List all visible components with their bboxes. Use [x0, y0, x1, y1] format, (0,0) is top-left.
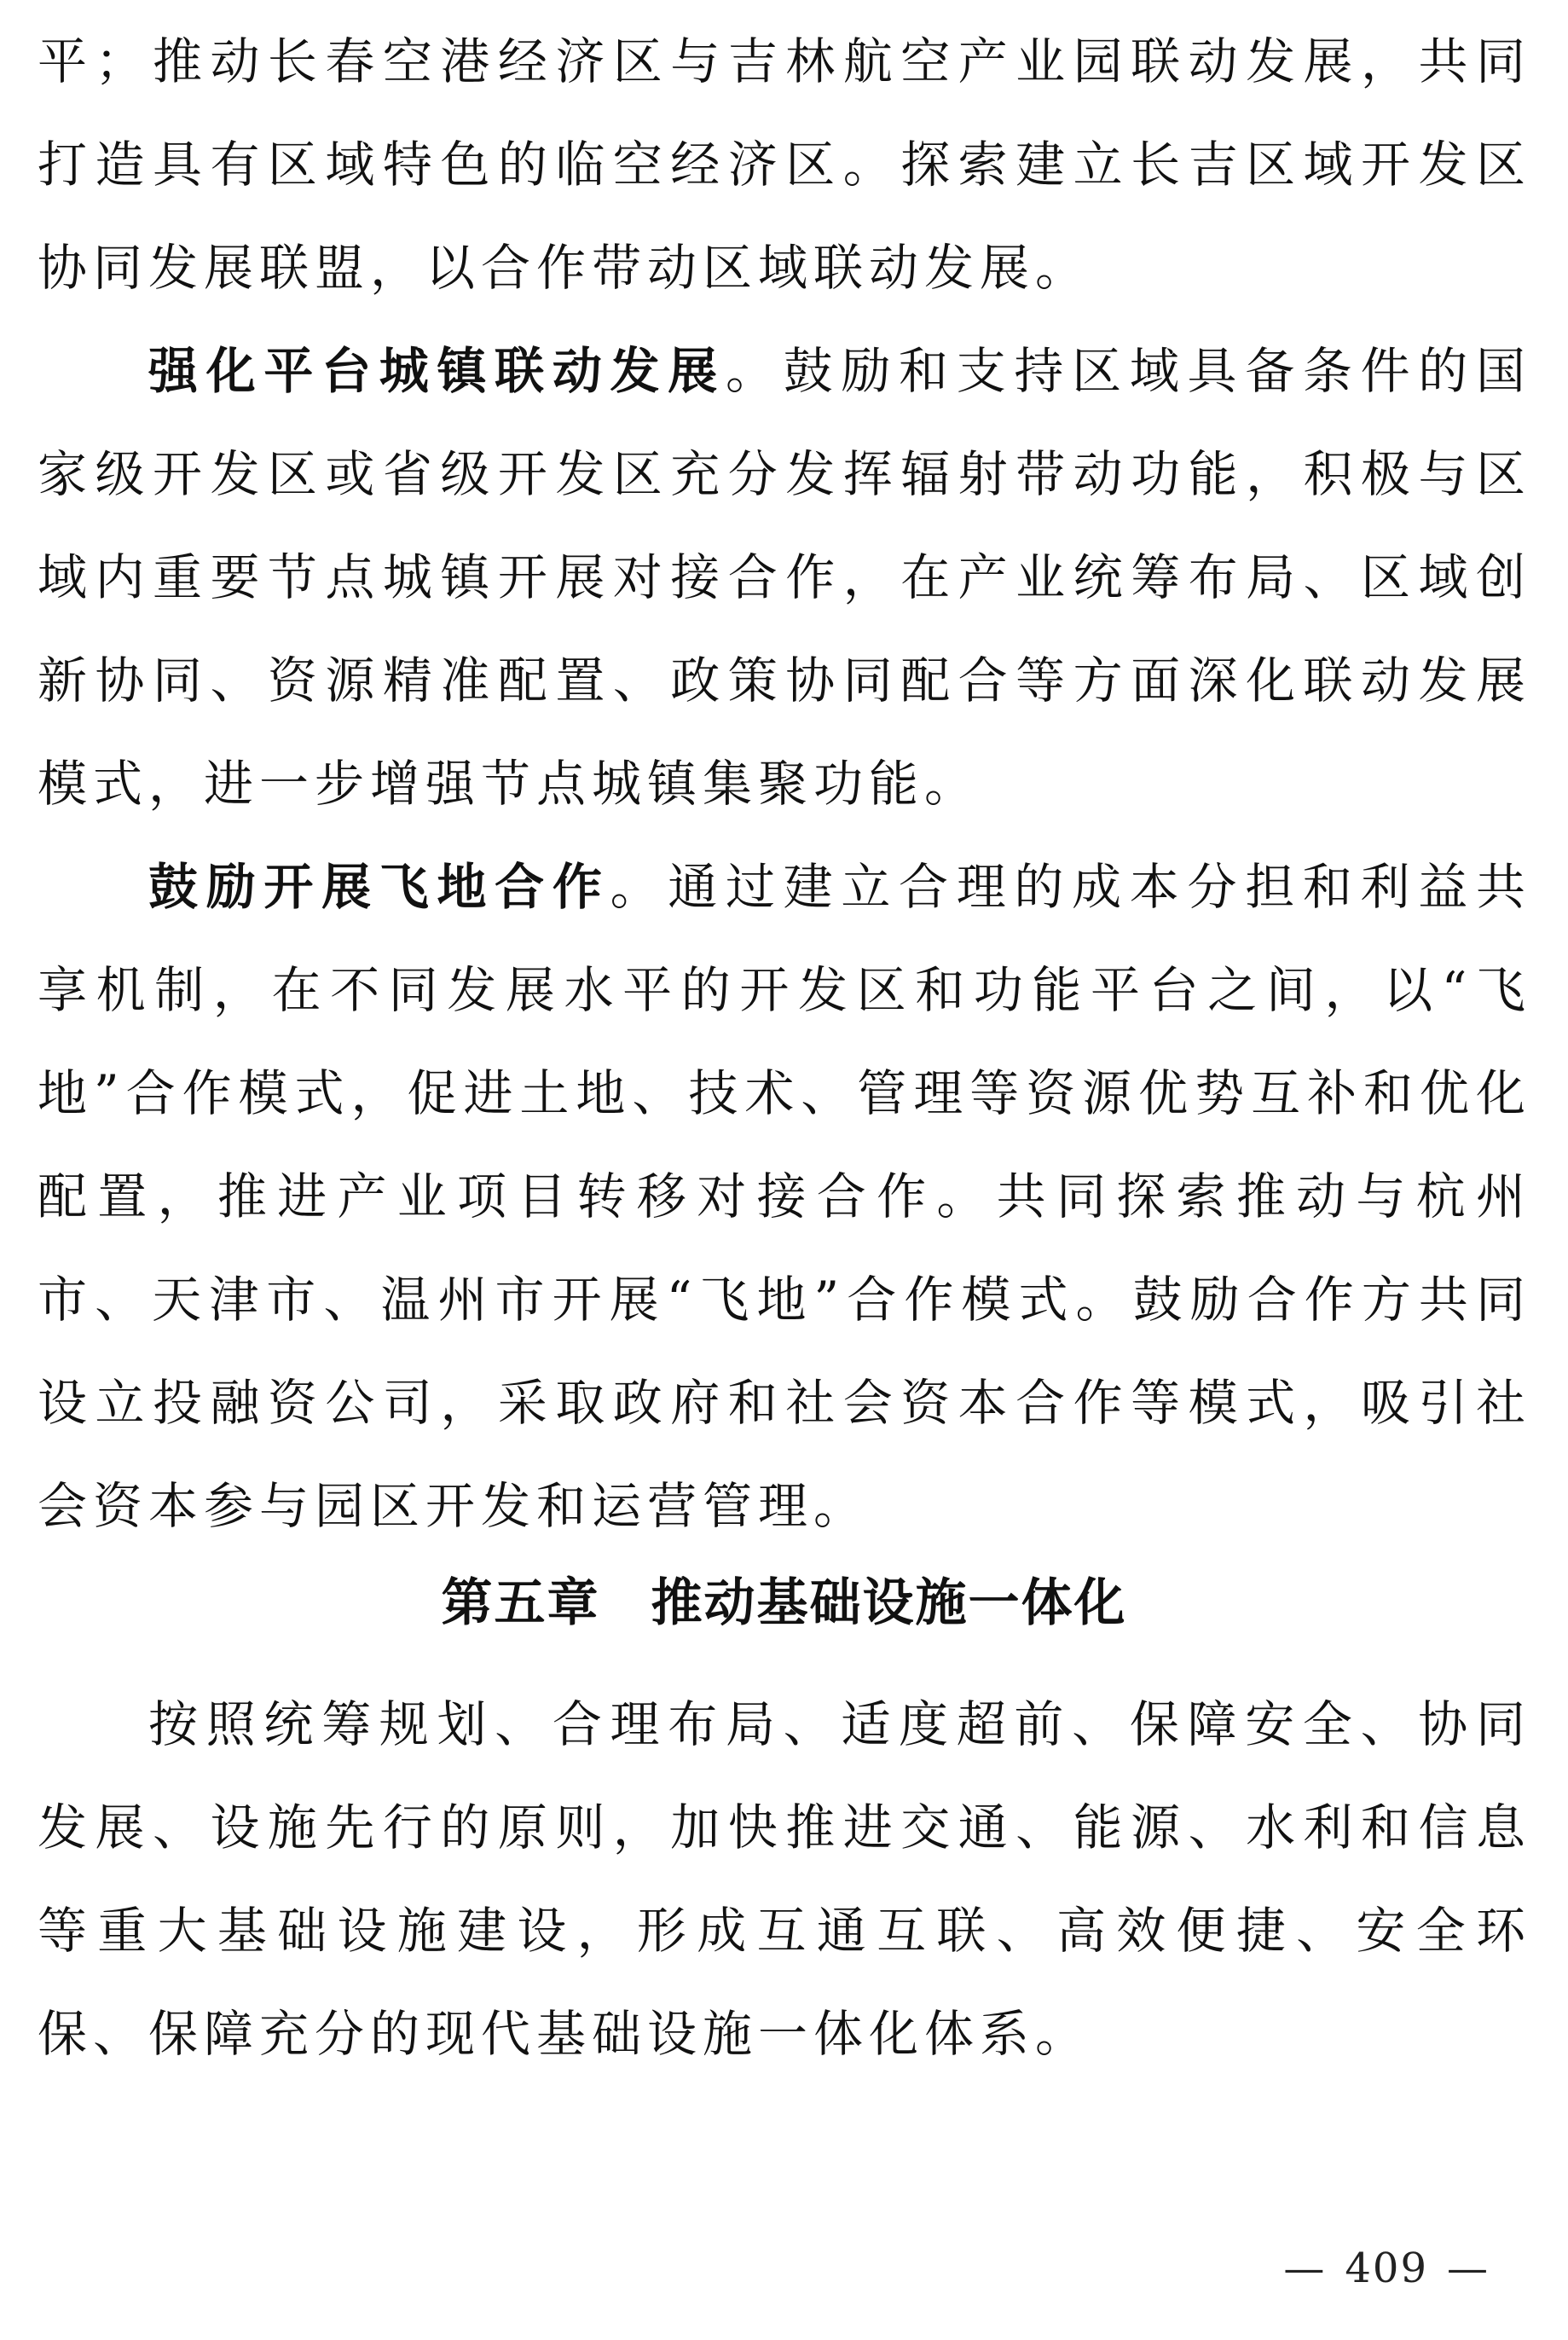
- page-number-dash-right: —: [1447, 2244, 1490, 2292]
- chapter-number: 第五章: [441, 1573, 600, 1633]
- paragraph-continued: [38, 10, 1531, 320]
- paragraph-text: 。通过建立合理的成本分担和利益共享机制，在不同发展水平的开发区和功能平台之间，以“飞地”合作模式，促进土地、技术、管理等资源优势互补和优化配置，推进产业项目转移对接合作。共同探索推动与杭州市、天津市、温州市开展“飞地”合作模式。鼓励合作方共同设立投融资公司，采取政府和社会资本合作等模式，吸引社会资本参与园区开发和运营管理。: [38, 858, 1531, 1535]
- paragraph-chapter-intro: [38, 1673, 1531, 2086]
- paragraph-text: 按照统筹规划、合理布局、适度超前、保障安全、协同发展、设施先行的原则，加快推进交通、能源、水利和信息等重大基础设施建设，形成互通互联、高效便捷、安全环保、保障充分的现代基础设施一体化体系。: [38, 1695, 1531, 2063]
- paragraph-text: 。鼓励和支持区域具备条件的国家级开发区或省级开发区充分发挥辐射带动功能，积极与区域内重要节点城镇开展对接合作，在产业统筹布局、区域创新协同、资源精准配置、政策协同配合等方面深化联动发展模式，进一步增强节点城镇集聚功能。: [38, 342, 1531, 813]
- page-number: [1264, 2234, 1508, 2302]
- paragraph-lead-heading: 强化平台城镇联动发展: [148, 342, 726, 400]
- paragraph-lead-heading: 鼓励开展飞地合作: [148, 858, 610, 916]
- paragraph-enclave-cooperation: [38, 836, 1531, 1558]
- paragraph-text: 平；推动长春空港经济区与吉林航空产业园联动发展，共同打造具有区域特色的临空经济区。探索建立长吉区域开发区协同发展联盟，以合作带动区域联动发展。: [38, 32, 1531, 297]
- page-number-dash-left: —: [1283, 2244, 1327, 2292]
- chapter-heading: [0, 1561, 1568, 1646]
- chapter-title: 推动基础设施一体化: [651, 1573, 1127, 1633]
- page-number-value: 409: [1345, 2244, 1428, 2292]
- paragraph-platform-town-linkage: [38, 320, 1531, 836]
